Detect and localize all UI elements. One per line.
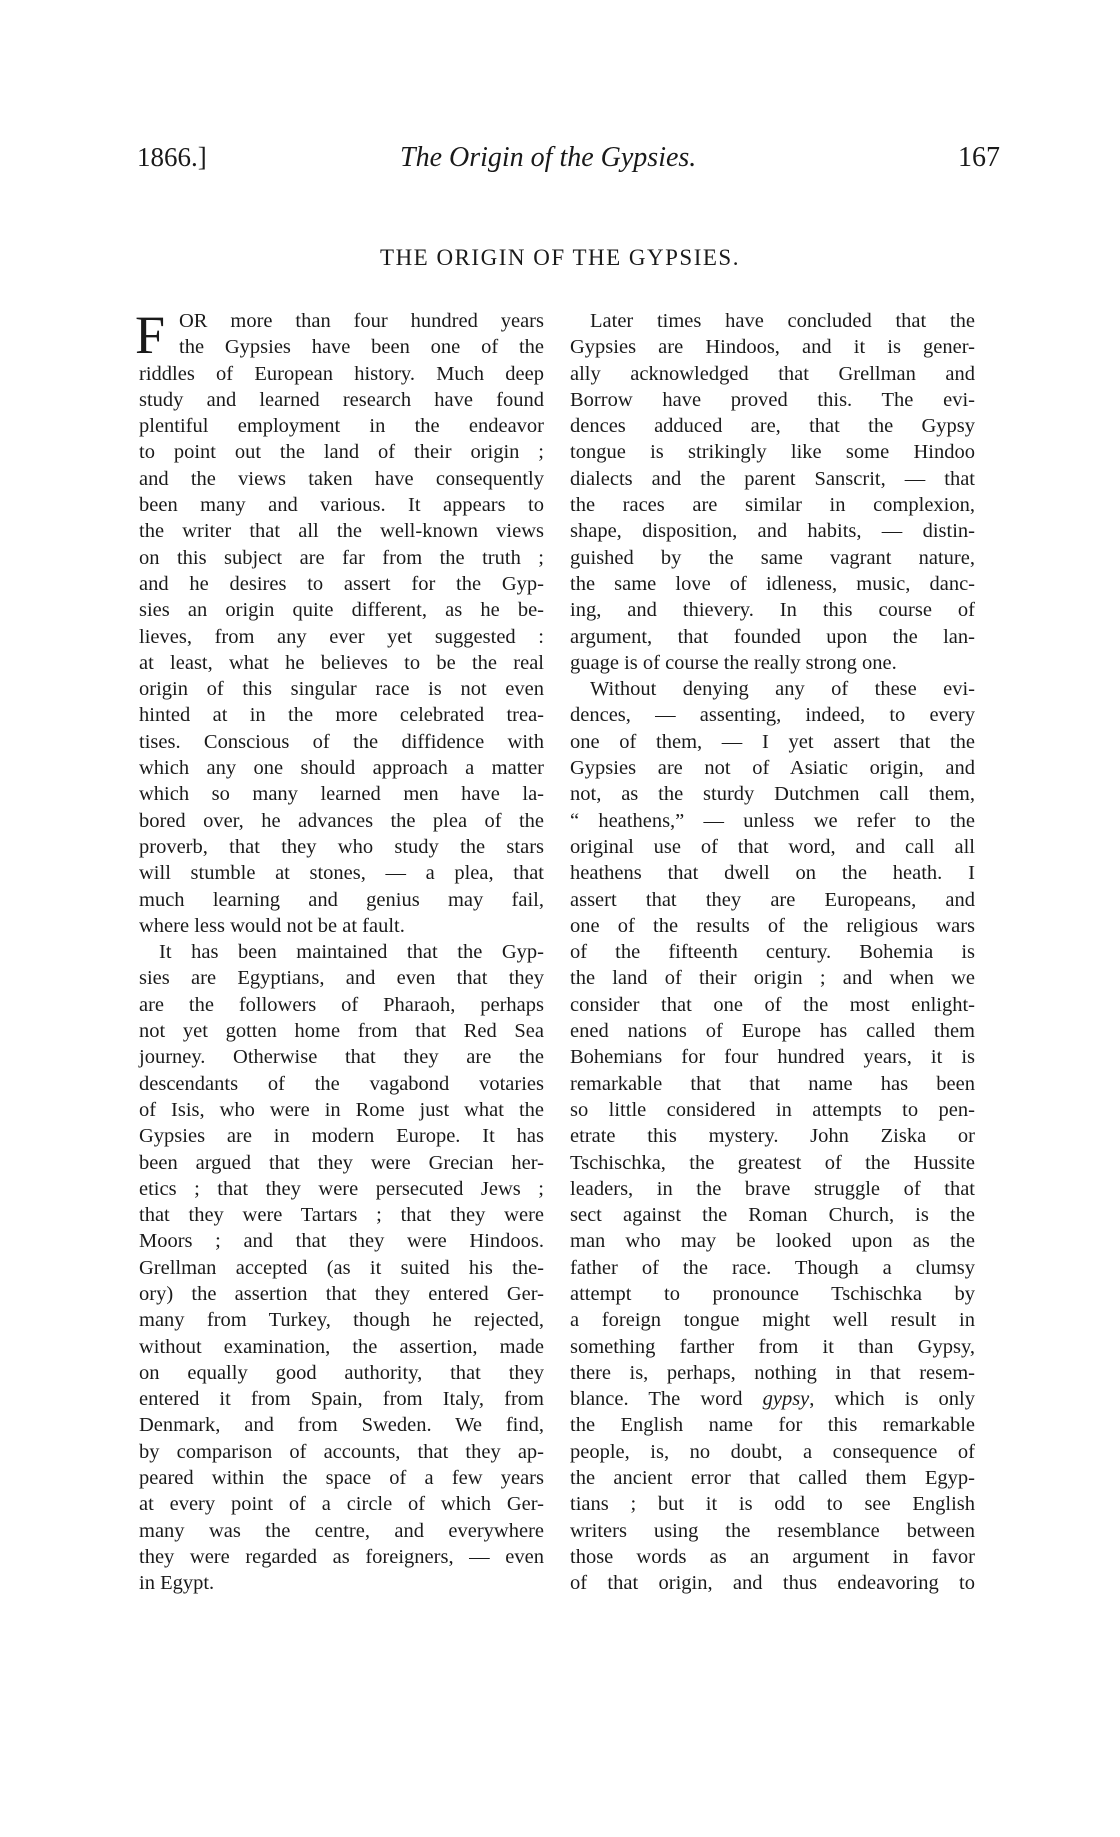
- text-segment: blance. The word: [570, 1388, 763, 1411]
- text-line: Tschischka, the greatest of the Hussite: [570, 1151, 975, 1174]
- running-head-year: 1866.]: [137, 142, 207, 172]
- text-line: a foreign tongue might well result in: [570, 1309, 975, 1332]
- text-line: the land of their origin ; and when we: [570, 967, 975, 990]
- text-line: which so many learned men have la-: [139, 783, 544, 806]
- text-line: Gypsies are in modern Europe. It has: [139, 1125, 544, 1148]
- text-segment: , which is only: [809, 1388, 975, 1411]
- text-line: proverb, that they who study the stars: [139, 835, 544, 858]
- text-line: argument, that founded upon the lan-: [570, 625, 975, 648]
- text-line: and the views taken have consequently: [139, 467, 544, 490]
- text-line: dialects and the parent Sanscrit, — that: [570, 467, 975, 490]
- text-line: origin of this singular race is not even: [139, 678, 544, 701]
- text-line: study and learned research have found: [139, 388, 544, 411]
- text-line: “ heathens,” — unless we refer to the: [570, 809, 975, 832]
- text-line: one of them, — I yet assert that the: [570, 730, 975, 753]
- text-line: dences, — assenting, indeed, to every: [570, 704, 975, 727]
- text-line: journey. Otherwise that they are the: [139, 1046, 544, 1069]
- text-line: heathens that dwell on the heath. I: [570, 862, 975, 885]
- running-head-title: The Origin of the Gypsies.: [400, 142, 697, 173]
- text-line: ory) the assertion that they entered Ger-: [139, 1282, 544, 1305]
- text-line: Grellman accepted (as it suited his the-: [139, 1256, 544, 1279]
- text-line: without examination, the assertion, made: [139, 1335, 544, 1358]
- text-line: on equally good authority, that they: [139, 1361, 544, 1384]
- text-line: of the fifteenth century. Bohemia is: [570, 941, 975, 964]
- text-line: many was the centre, and everywhere: [139, 1519, 544, 1542]
- text-line: Borrow have proved this. The evi-: [570, 388, 975, 411]
- text-line: plentiful employment in the endeavor: [139, 415, 544, 438]
- text-line: writers using the resemblance between: [570, 1519, 975, 1542]
- text-line: one of the results of the religious wars: [570, 914, 975, 937]
- text-line: ing, and thievery. In this course of: [570, 599, 975, 622]
- text-line: [570, 1386, 975, 1412]
- text-line: the same love of idleness, music, danc-: [570, 572, 975, 595]
- text-line: at least, what he believes to be the real: [139, 651, 544, 674]
- text-line: those words as an argument in favor: [570, 1545, 975, 1568]
- text-line: at every point of a circle of which Ger-: [139, 1493, 544, 1516]
- text-line: bored over, he advances the plea of the: [139, 809, 544, 832]
- text-line: tians ; but it is odd to see English: [570, 1493, 975, 1516]
- text-line: which any one should approach a matter: [139, 757, 544, 780]
- text-line: Moors ; and that they were Hindoos.: [139, 1230, 544, 1253]
- text-line: something farther from it than Gypsy,: [570, 1335, 975, 1358]
- text-line: original use of that word, and call all: [570, 835, 975, 858]
- text-line: by comparison of accounts, that they ap-: [139, 1440, 544, 1463]
- text-line: so little considered in attempts to pen-: [570, 1098, 975, 1121]
- text-line: the writer that all the well-known views: [139, 520, 544, 543]
- text-line: entered it from Spain, from Italy, from: [139, 1388, 544, 1411]
- text-line: guage is of course the really strong one.: [570, 651, 897, 674]
- text-line: attempt to pronounce Tschischka by: [570, 1282, 975, 1305]
- text-line: ened nations of Europe has called them: [570, 1020, 975, 1043]
- text-line: dences adduced are, that the Gypsy: [570, 415, 975, 438]
- text-line: sies are Egyptians, and even that they: [139, 967, 544, 990]
- text-line: tongue is strikingly like some Hindoo: [570, 441, 975, 464]
- text-line: Bohemians for four hundred years, it is: [570, 1046, 975, 1069]
- text-line: lieves, from any ever yet suggested :: [139, 625, 544, 648]
- text-line: descendants of the vagabond votaries: [139, 1072, 544, 1095]
- text-line: not, as the sturdy Dutchmen call them,: [570, 783, 975, 806]
- text-line: hinted at in the more celebrated trea-: [139, 704, 544, 727]
- text-line: ally acknowledged that Grellman and: [570, 362, 975, 385]
- text-line: the races are similar in complexion,: [570, 494, 975, 517]
- text-line: much learning and genius may fail,: [139, 888, 544, 911]
- text-line: guished by the same vagrant nature,: [570, 546, 975, 569]
- text-line: tises. Conscious of the diffidence with: [139, 730, 544, 753]
- text-line: the English name for this remarkable: [570, 1414, 975, 1437]
- text-line: Later times have concluded that the: [590, 310, 975, 332]
- text-line: many from Turkey, though he rejected,: [139, 1309, 544, 1332]
- text-line: shape, disposition, and habits, — distin-: [570, 520, 975, 543]
- text-line: father of the race. Though a clumsy: [570, 1256, 975, 1279]
- text-line: and he desires to assert for the Gyp-: [139, 572, 544, 595]
- text-line: that they were Tartars ; that they were: [139, 1204, 544, 1227]
- text-line: sect against the Roman Church, is the: [570, 1204, 975, 1227]
- text-line: they were regarded as foreigners, — even: [139, 1545, 544, 1568]
- text-line: of that origin, and thus endeavoring to: [570, 1572, 975, 1595]
- text-line: remarkable that that name has been: [570, 1072, 975, 1095]
- left-column: [135, 305, 544, 1597]
- text-line: OR more than four hundred years: [179, 310, 544, 332]
- text-line: etrate this mystery. John Ziska or: [570, 1125, 975, 1148]
- text-line: Gypsies are Hindoos, and it is gener-: [570, 336, 975, 359]
- text-line: are the followers of Pharaoh, perhaps: [139, 993, 544, 1016]
- text-line: riddles of European history. Much deep: [139, 362, 544, 385]
- text-line: in Egypt.: [139, 1572, 215, 1595]
- text-line: etics ; that they were persecuted Jews ;: [139, 1177, 544, 1200]
- drop-cap: F: [135, 305, 166, 365]
- text-line: there is, perhaps, nothing in that resem-: [570, 1361, 975, 1384]
- text-line: Gypsies are not of Asiatic origin, and: [570, 757, 975, 780]
- text-line: not yet gotten home from that Red Sea: [139, 1020, 544, 1043]
- text-line: to point out the land of their origin ;: [139, 441, 544, 464]
- text-line: Without denying any of these evi-: [590, 678, 975, 701]
- text-line: will stumble at stones, — a plea, that: [139, 862, 544, 885]
- text-line: sies an origin quite different, as he be-: [139, 599, 544, 622]
- text-line: been many and various. It appears to: [139, 494, 544, 517]
- page-number: 167: [958, 142, 1000, 173]
- article-title: THE ORIGIN OF THE GYPSIES.: [380, 245, 740, 270]
- text-line: people, is, no doubt, a consequence of: [570, 1440, 975, 1463]
- text-line: on this subject are far from the truth ;: [139, 546, 544, 569]
- text-line: of Isis, who were in Rome just what the: [139, 1098, 544, 1121]
- text-line: It has been maintained that the Gyp-: [159, 941, 544, 964]
- text-line: leaders, in the brave struggle of that: [570, 1177, 975, 1200]
- running-head: [0, 142, 1120, 182]
- text-line: the Gypsies have been one of the: [179, 336, 544, 359]
- text-line: where less would not be at fault.: [139, 914, 405, 937]
- text-line: assert that they are Europeans, and: [570, 888, 975, 911]
- text-line: the ancient error that called them Egyp-: [570, 1467, 975, 1490]
- text-line: Denmark, and from Sweden. We find,: [139, 1414, 544, 1437]
- text-line: been argued that they were Grecian her-: [139, 1151, 544, 1174]
- italic-word: gypsy: [762, 1388, 810, 1411]
- right-column: [570, 308, 975, 1597]
- text-line: consider that one of the most enlight-: [570, 993, 975, 1016]
- text-line: man who may be looked upon as the: [570, 1230, 975, 1253]
- text-line: peared within the space of a few years: [139, 1467, 544, 1490]
